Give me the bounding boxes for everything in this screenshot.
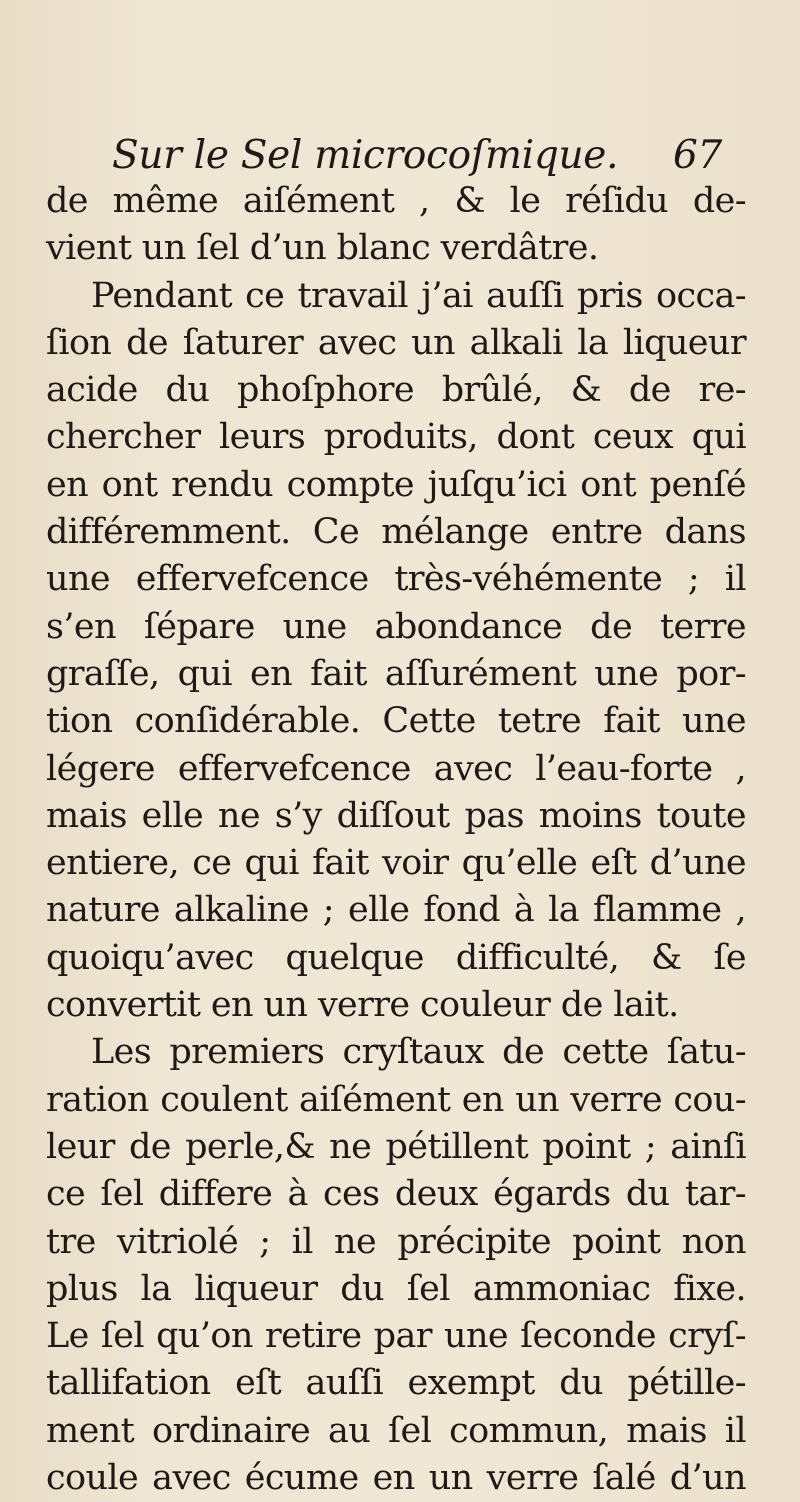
text-line: de même aiſément , & le réſidu de- <box>46 181 746 221</box>
body-text <box>46 178 746 1502</box>
text-line: acide du phoſphore brûlé, & de re- <box>46 370 746 411</box>
running-head-title: Sur le Sel microcoſmique. <box>112 133 619 178</box>
text-line: ment ordinaire au ſel commun, mais il <box>46 1410 746 1451</box>
text-line: quoiqu’avec quelque difficulté, & ſe <box>46 937 746 978</box>
text-line: entiere, ce qui fait voir qu’elle eſt d’une <box>46 843 746 884</box>
text-line: graſſe, qui en fait aſſurément une por- <box>46 653 746 694</box>
text-line: chercher leurs produits, dont ceux qui <box>46 417 746 458</box>
text-line: une effervefcence très-véhémente ; il <box>46 559 746 600</box>
running-head <box>112 130 722 182</box>
text-line: nature alkaline ; elle fond à la flamme , <box>46 890 746 931</box>
text-line: tion conſidérable. Cette tetre fait une <box>46 701 746 742</box>
text-line: ſion de ſaturer avec un alkali la liqueur <box>46 322 746 363</box>
text-line: Pendant ce travail j’ai auſſi pris occa- <box>91 275 746 316</box>
text-line: Les premiers cryſtaux de cette ſatu- <box>91 1032 746 1073</box>
text-line: différemment. Ce mélange entre dans <box>46 512 746 553</box>
text-line: mais elle ne s’y diſſout pas moins toute <box>46 795 746 836</box>
text-line: coule avec écume en un verre ſalé d’un <box>46 1458 746 1499</box>
text-line: en ont rendu compte juſqu’ici ont penſé <box>46 464 746 505</box>
text-line: ce ſel differe à ces deux égards du tar- <box>46 1174 746 1215</box>
text-line: leur de perle,& ne pétillent point ; ainſi <box>46 1126 746 1167</box>
page-number: 67 <box>672 133 722 178</box>
text-line: Le ſel qu’on retire par une ſeconde cryſ- <box>46 1316 746 1357</box>
text-line: légere effervefcence avec l’eau-forte , <box>46 748 746 789</box>
text-line: tallifation eſt auſſi exempt du pétille- <box>46 1363 746 1404</box>
text-line: ration coulent aiſément en un verre cou- <box>46 1079 746 1120</box>
text-line: s’en ſépare une abondance de terre <box>46 606 746 647</box>
text-line: convertit en un verre couleur de lait. <box>46 985 679 1026</box>
text-line: vient un ſel d’un blanc verdâtre. <box>46 228 599 269</box>
text-line: tre vitriolé ; il ne précipite point non <box>46 1221 746 1262</box>
text-line: plus la liqueur du ſel ammoniac fixe. <box>46 1268 746 1309</box>
